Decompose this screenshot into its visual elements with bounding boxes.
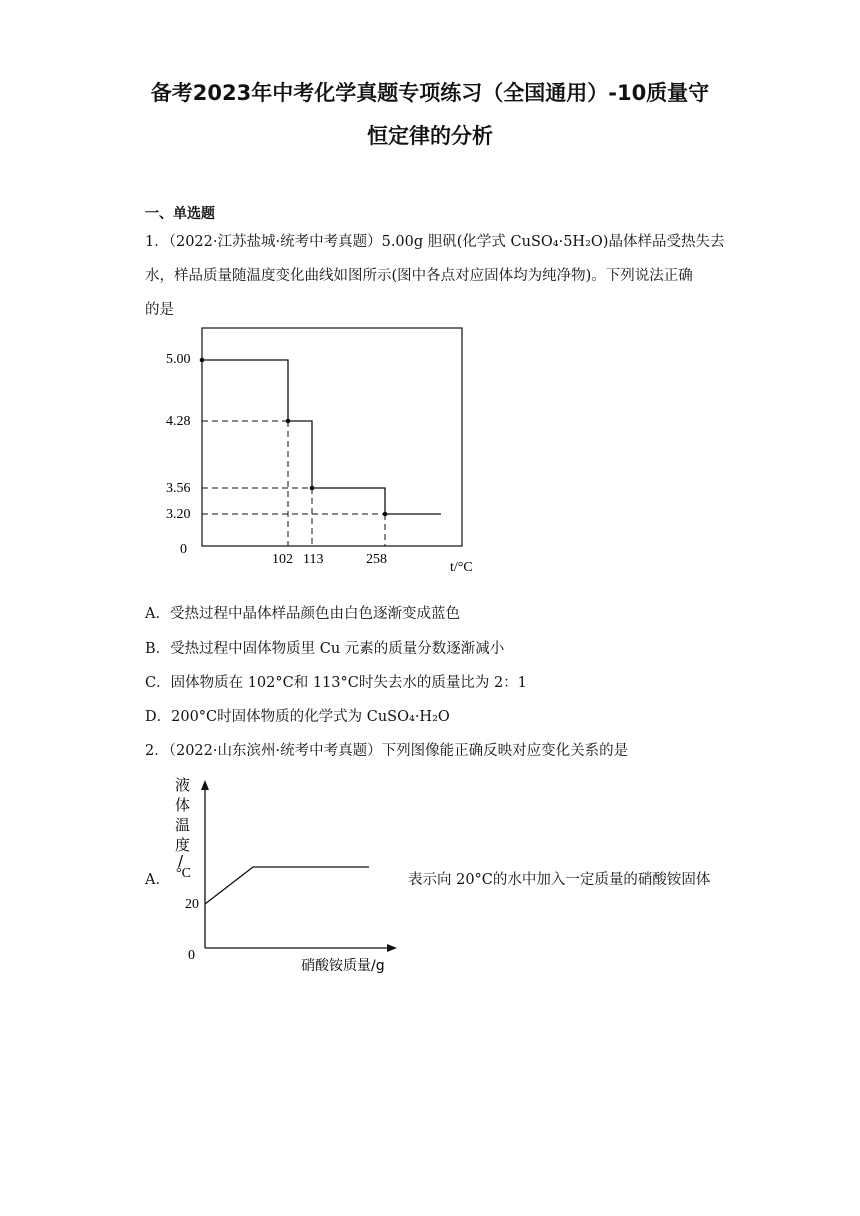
q2-y-arrow-icon: [201, 780, 209, 790]
q2-option-a-label[interactable]: A．: [145, 872, 170, 888]
q1-xtick-102: 102: [272, 552, 293, 567]
q2-ylabel-char3: 温: [175, 816, 191, 834]
q1-option-a[interactable]: A．受热过程中晶体样品颜色由白色逐渐变成蓝色: [145, 606, 460, 622]
q2-ytick-0: 0: [188, 948, 195, 963]
q1-point-102: [286, 419, 291, 424]
q1-stem-line3: 的是: [145, 302, 174, 318]
q1-point-258: [383, 512, 388, 517]
q1-chart: [160, 322, 490, 577]
q2-chart-a: [165, 770, 405, 980]
page-title-line2: 恒定律的分析: [367, 124, 493, 148]
q2-ytick-20: 20: [185, 897, 199, 912]
q1-xlabel: t/°C: [450, 560, 473, 575]
q2-ylabel-char5: /: [178, 852, 184, 870]
q2-xlabel: 硝酸铵质量/g: [301, 958, 385, 974]
q2-option-a-text: 表示向 20°C的水中加入一定质量的硝酸铵固体: [408, 872, 711, 888]
q1-ytick-428: 4.28: [166, 414, 191, 429]
q1-option-c[interactable]: C．固体物质在 102°C和 113°C时失去水的质量比为 2：1: [145, 675, 527, 691]
q1-point-0: [200, 358, 205, 363]
q1-mass-curve: [202, 360, 441, 514]
q2-ylabel-char2: 体: [175, 796, 191, 814]
q1-ytick-356: 3.56: [166, 481, 191, 496]
q2-ylabel-char4: 度: [175, 836, 191, 854]
q2-ylabel-char1: 液: [175, 776, 191, 794]
q1-option-d[interactable]: D．200°C时固体物质的化学式为 CuSO₄·H₂O: [145, 709, 450, 725]
q1-chart-frame: [202, 328, 462, 546]
q1-ytick-320: 3.20: [166, 507, 191, 522]
page-title-line1: 备考2023年中考化学真题专项练习（全国通用）-10质量守: [150, 81, 710, 105]
section-heading: 一、单选题: [145, 206, 215, 222]
q1-ytick-500: 5.00: [166, 352, 191, 367]
q1-ytick-0: 0: [180, 542, 187, 557]
q2-temp-curve: [205, 867, 369, 904]
q2-ylabel-char6: °C: [176, 866, 191, 881]
q2-stem: 2．（2022·山东滨州·统考中考真题）下列图像能正确反映对应变化关系的是: [145, 743, 629, 759]
q1-stem-line1: 1．（2022·江苏盐城·统考中考真题）5.00g 胆矾(化学式 CuSO₄·5H₂O)晶体样品受热失去: [145, 234, 725, 250]
q1-option-b[interactable]: B．受热过程中固体物质里 Cu 元素的质量分数逐渐减小: [145, 641, 505, 657]
q1-stem-line2: 水，样品质量随温度变化曲线如图所示(图中各点对应固体均为纯净物)。下列说法正确: [145, 268, 693, 284]
q1-point-113: [310, 486, 315, 491]
q1-xtick-113: 113: [303, 552, 324, 567]
q1-xtick-258: 258: [366, 552, 387, 567]
q2-x-arrow-icon: [387, 944, 397, 952]
